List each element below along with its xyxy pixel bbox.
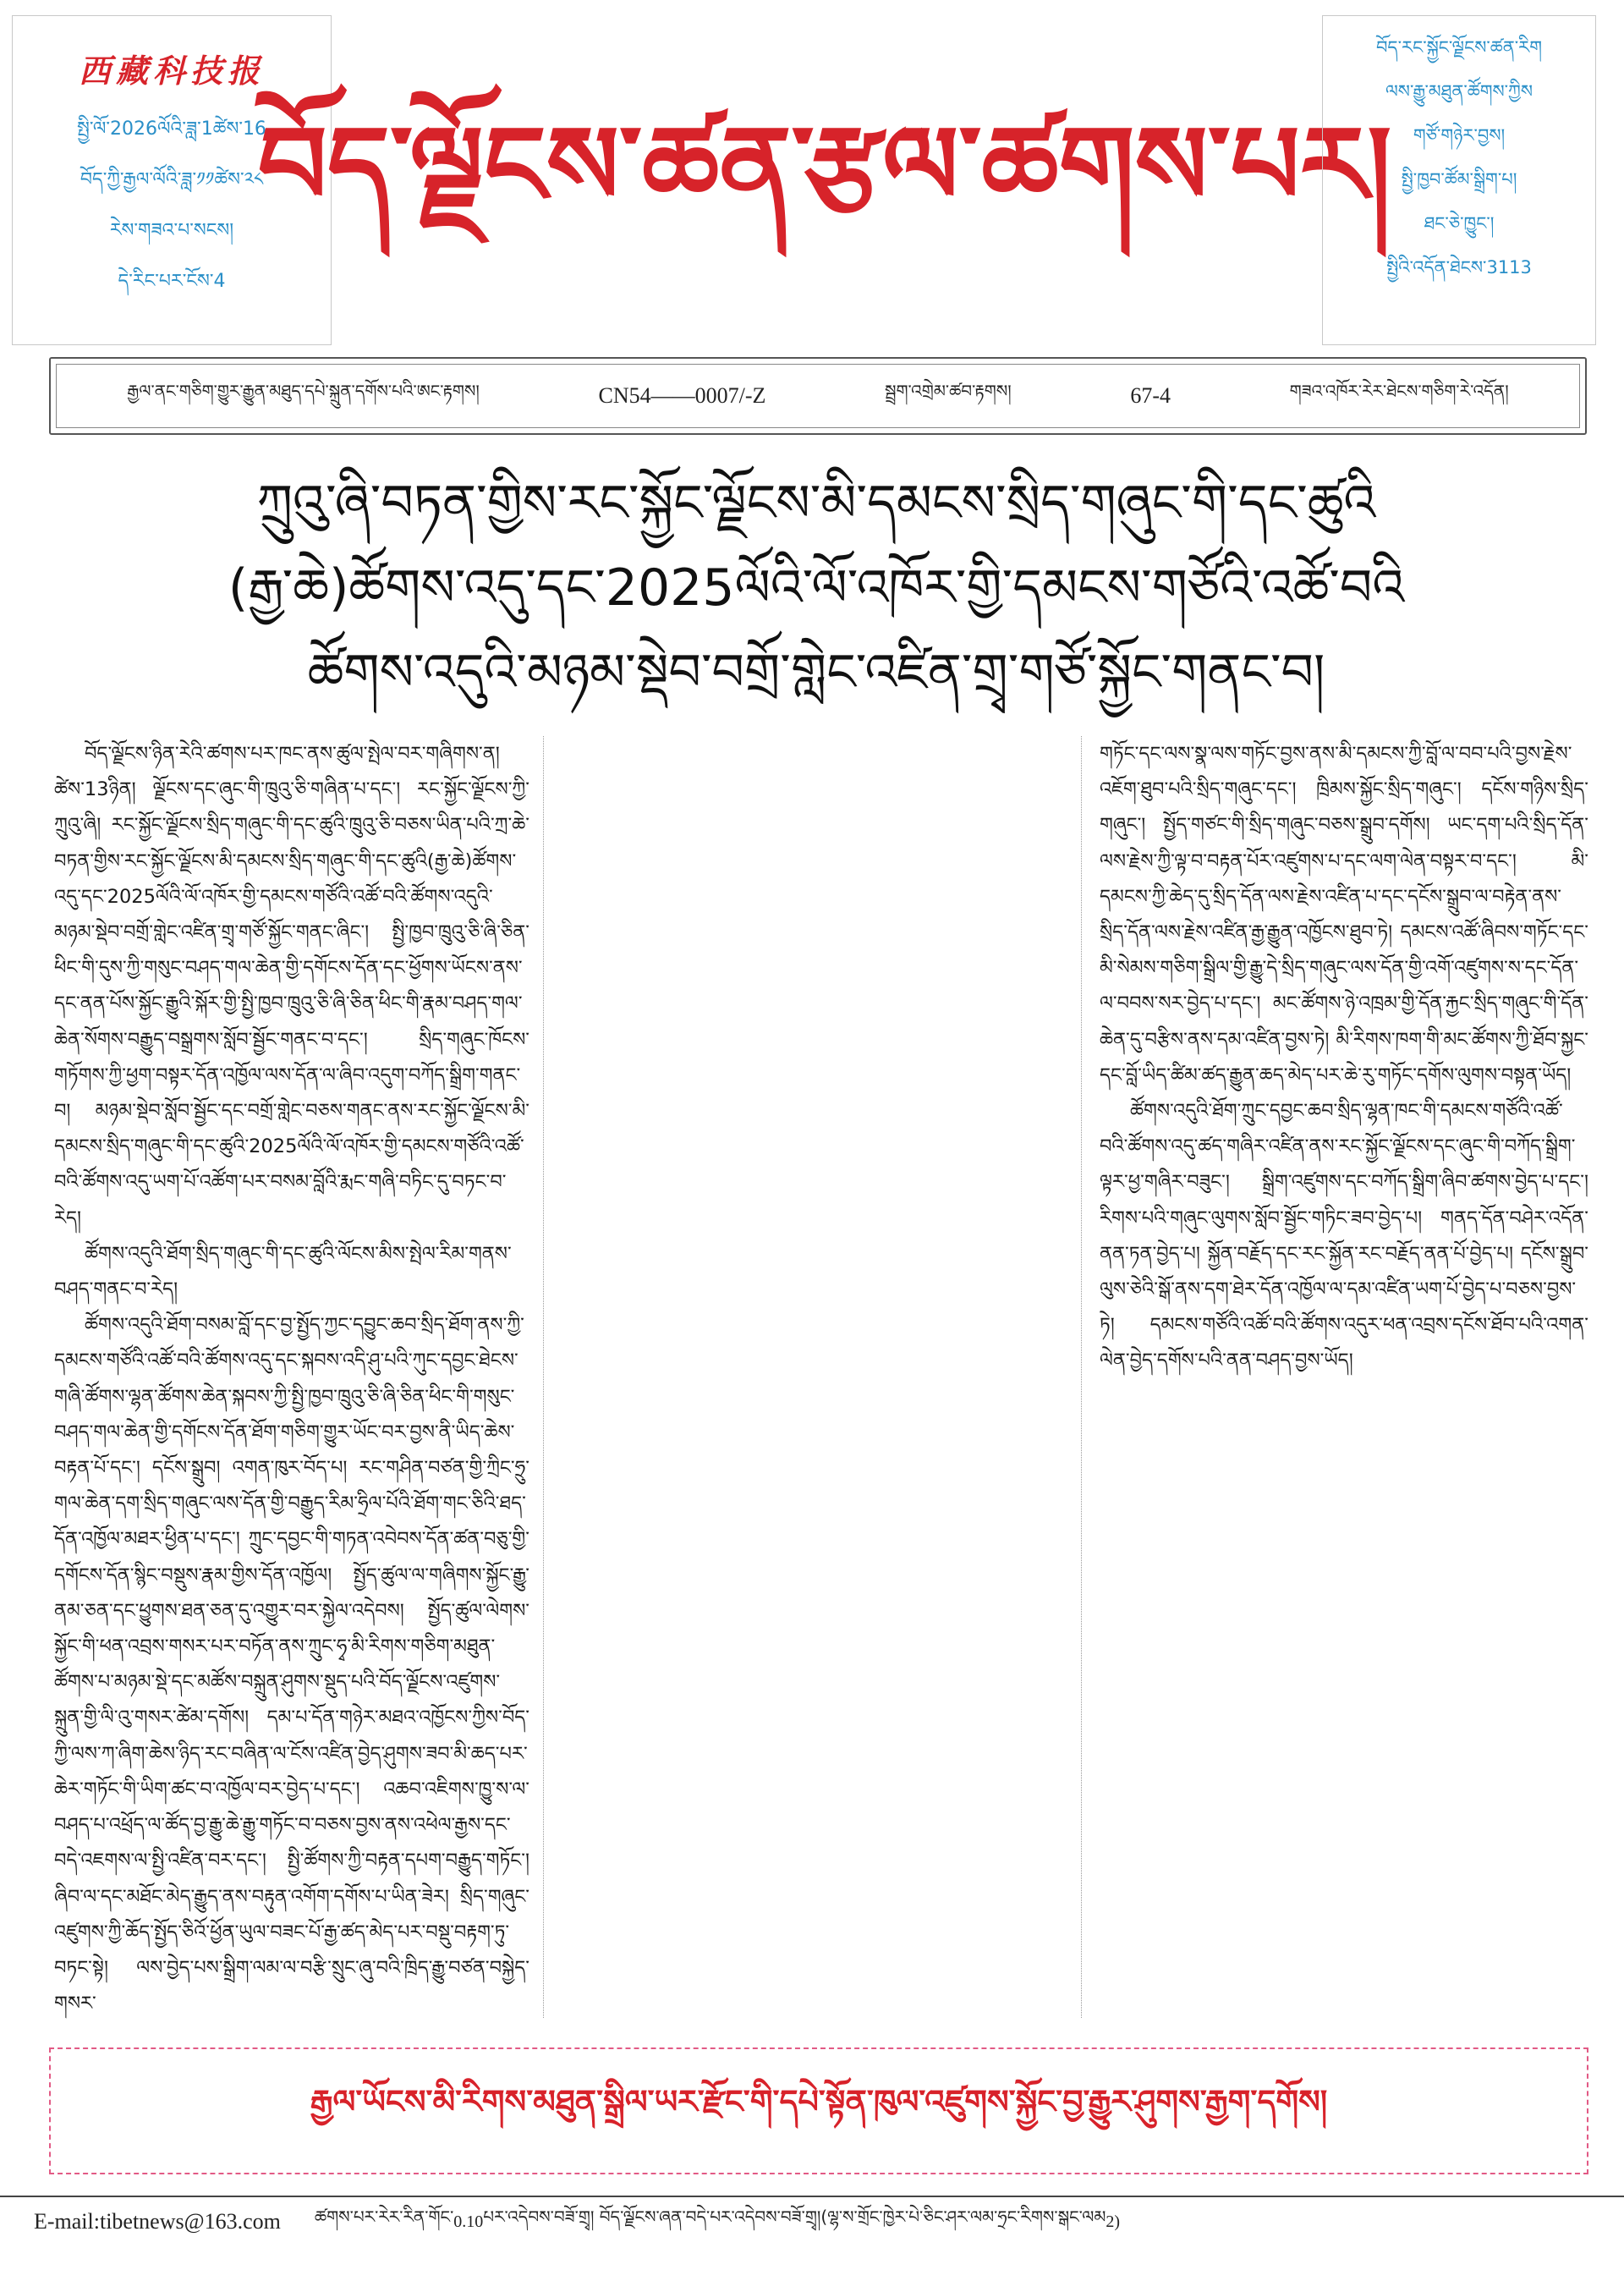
masthead-title: བོད་ལྗོངས་ཚན་རྩལ་ཚགས་པར། xyxy=(257,103,1392,229)
article-paragraph: གཏོང་དང་ལས་སྣ་ལས་གཏོང་བྱས་ནས་མི་དམངས་ཀྱི་བློ་ལ་བབ་པའི་བྱས་རྗེས་འཇོག་ཐུབ་པའི་སྲིད་གཞུང་དང་། ཁྲིམས་སྐྱོང་སྲིད་གཞུང་། དངོས་གཉིས་སྲིད་གཞུང་། སྤྱོད་གཙང་གི་སྲིད་གཞུང་བཅས་སྒྲུབ་དགོས། ཡང་དག་པའི་སྲིད་དོན་ལས་རྗེས་ཀྱི་ལྟ་བ་བརྟན་པོར་འཛུགས་པ་དང་ལག་ལེན་བསྟར་བ་དང་། མི་དམངས་ཀྱི་ཆེད་དུ་སྲིད་དོན་ལས་རྗེས་འཛིན་པ་དང་དངོས་སྒྲུབ་ལ་བརྟེན་ནས་སྲིད་དོན་ལས་རྗེས་འཛིན་རྒྱ་རྒྱུན་འཁྱོངས་ཐུབ་ཏེ། དམངས་འཚོ་ཞིབས་གཏོང་དང་མི་སེམས་གཅིག་སྒྲིལ་གྱི་རྒྱུ་དེ་སྲིད་གཞུང་ལས་དོན་གྱི་འགོ་འཛུགས་ས་དང་དོན་ལ་བབས་སར་བྱེད་པ་དང་། མང་ཚོགས་ཉེ་འཁྲམ་གྱི་དོན་རྐྱང་སྲིད་གཞུང་གི་དོན་ཆེན་དུ་བརྩིས་ནས་དམ་འཛིན་བྱས་ཏེ། མི་རིགས་ཁག་གི་མང་ཚོགས་ཀྱི་ཐོབ་སྐྱང་དང་བློ་ཡིད་ཚིམ་ཚད་རྒྱུན་ཆད་མེད་པར་ཆེ་རུ་གཏོང་དགོས་ལུགས་བསྟན་ཡོད། xyxy=(1100,743,1588,1086)
article-column-3 xyxy=(1100,736,1588,2018)
editor-label: སྤྱི་ཁྱབ་ཚོམ་སྒྲིག་པ། xyxy=(1401,169,1517,190)
slogan-banner xyxy=(49,2047,1588,2174)
issue-number: སྤྱིའི་འདོན་ཐེངས་3113 xyxy=(1386,257,1532,278)
headline-line-3: ཚོགས་འདུའི་མཉམ་སྡེབ་བགྲོ་གླེང་འཛིན་གྲྭ་གཙོ་སྐྱོང་གནང་བ། xyxy=(307,643,1325,702)
article-paragraph: ཚོགས་འདུའི་ཐོག་བསམ་བློ་དང་བྱ་སྤྱོད་ཀྱང་དབྱུང་ཆབ་སྲིད་ཐོག་ནས་ཀྱི་དམངས་གཙོའི་འཚོ་བའི་ཚོགས་འདུ་དང་སྐབས་འདི་ཤུ་པའི་ཀུང་དབྱང་ཐེངས་གཞི་ཚོགས་ལྷན་ཚོགས་ཆེན་སྐབས་ཀྱི་སྤྱི་ཁྱབ་ཁྲུའུ་ཅི་ཞི་ཅིན་ཕིང་གི་གསུང་བཤད་གལ་ཆེན་གྱི་དགོངས་དོན་ཐོག་གཅིག་གྱུར་ཡོང་བར་བྱས་ནི་ཡིད་ཆེས་བརྟན་པོ་དང་། དངོས་སྒྲུབ། འགན་ཁུར་བོད་པ། རང་གཤིན་བཙན་གྱི་ཀྲིང་ཧྲུ་གལ་ཆེན་དག་སྲིད་གཞུང་ལས་དོན་གྱི་བརྒྱུད་རིམ་ཧྲིལ་པོའི་ཐོག་གང་ཅིའི་ཐད་དོན་འཁྱོལ་མཐར་ཕྱིན་པ་དང་། ཀྲུང་དབྱང་གི་གཏན་འབེབས་དོན་ཚན་བཅུ་གྱི་དགོངས་དོན་སྙིང་བསྡུས་རྣམ་གྱིས་དོན་འཁྱོལ། སྤྱོད་ཚུལ་ལ་གཞིགས་སྐྱོང་རྒྱུ་ནམ་ཅན་དང་ཕྱུགས་ཐན་ཅན་དུ་འགྱུར་བར་སྐྱེལ་འདེབས། སྤྱོད་ཚུལ་ལེགས་སྐྱོང་གི་ཕན་འབྲས་གསར་པར་བཏོན་ནས་ཀྲུང་ཧྭ་མི་རིགས་གཅིག་མཐུན་ཚོགས་པ་མཉམ་སྡེ་དང་མཚོས་བསྐྲུན་ཤུགས་སྡུད་པའི་བོད་ལྗོངས་འཛུགས་སྐྲུན་གྱི་ལི་འུ་གསར་ཚེམ་དགོས། དམ་པ་དོན་གཉེར་མཐའ་འཁྱོངས་ཀྱིས་བོད་ཀྱི་ལས་ཀ་ཞིག་ཆེས་ཉིད་རང་བཞིན་ལ་ངོས་འཛིན་བྱེད་ཤུགས་ཟབ་མི་ཆད་པར་ཆེར་གཏོང་གི་ཡིག་ཚང་བ་འཁྱོལ་བར་བྱེད་པ་དང་། འཆབ་འཇིགས་ཁྱུ་ས་ལ་བཤད་པ་འཕྲོད་ལ་ཚོད་བྱ་རྒྱུ་ཆེ་རྒྱུ་གཏོང་བ་བཅས་བྱས་ནས་འཕེལ་རྒྱས་དང་བདེ་འཇགས་ལ་སྤྱི་འཛིན་བར་དང་། སྤྱི་ཚོགས་ཀྱི་བརྟན་དཔག་བརྒྱུད་གཏོང་། ཞིབ་ལ་དང་མཐོང་མེད་རྒྱུད་ནས་བརྟུན་འགོག་དགོས་པ་ཡིན་ཟེར། སྲིད་གཞུང་འཛུགས་ཀྱི་ཆོད་སྤྱོད་ཅིའོ་ཕྱོན་ཡུལ་བཟང་པོ་རྒྱ་ཚད་མེད་པར་བསྡུ་བརྟག་ཏུ་བཏང་སྟེ། ལས་བྱེད་པས་སྒྲིག་ལམ་ལ་བརྩི་སྲུང་ཞུ་བའི་ཁྲིད་རྒྱུ་བཙན་བསྐྱེད་གསར་ xyxy=(54,1314,529,2015)
tibetan-date: བོད་ཀྱི་རྒྱལ་ལོའི་ཟླ་༡༡ཚེས་༢༨ xyxy=(80,169,264,190)
headline-line-2: (རྒྱ་ཆེ)ཚོགས་འདུ་དང་2025ལོའི་ལོ་འཁོར་གྱི་དམངས་གཙོའི་འཚོ་བའི xyxy=(228,558,1405,618)
sponsor-line-3: གཙོ་གཉེར་བྱས། xyxy=(1413,125,1506,146)
article-column-2 xyxy=(558,736,1062,2018)
page-count: དེ་རིང་པར་ངོས་4 xyxy=(118,271,226,292)
main-headline xyxy=(59,461,1573,715)
article-column-1 xyxy=(54,736,529,2018)
weekday: རེས་གཟའ་པ་སངས། xyxy=(109,220,234,241)
article-paragraph: ཚོགས་འདུའི་ཐོག་སྲིད་གཞུང་གི་དང་ཚུའི་ལོངས་མིས་སྤེལ་རིམ་གནས་བཤད་གནང་བ་རེད། xyxy=(54,1242,512,1301)
editor-name: ཐང་ཅེ་ཁྱུང་། xyxy=(1424,213,1495,234)
price-prefix: ཚགས་པར་རེར་རིན་གོང་ xyxy=(314,2207,454,2227)
sponsor-line-1: བོད་རང་སྐྱོང་ལྗོངས་ཚན་རིག xyxy=(1375,37,1543,58)
printer-info-end: 2) xyxy=(1106,2212,1121,2231)
cn-label: རྒྱལ་ནང་གཅིག་གྱུར་རྒྱུན་མཐུད་དཔེ་སྐྲུན་དགོས་པའི་ཨང་རྟགས། xyxy=(127,381,480,401)
masthead-calligraphy xyxy=(257,25,1392,288)
masthead xyxy=(257,25,1392,288)
article-paragraph: བོད་ལྗོངས་ཉིན་རེའི་ཚགས་པར་ཁང་ནས་ཚུལ་སྤེལ་བར་གཞིགས་ན། ཚེས་13ཉིན། ལྗོངས་དང་ཞུང་གི་ཁྲུའུ་ཅི་གཞིན་པ་དང་། རང་སྐྱོང་ལྗོངས་ཀྱི་ཀྲུའུ་ཞི། རང་སྐྱོང་ལྗོངས་སྲིད་གཞུང་གི་དང་ཚུའི་ཁྲུའུ་ཅི་བཅས་ཡིན་པའི་ཀྲ་ཆེ་བཏན་གྱིས་རང་སྐྱོང་ལྗོངས་མི་དམངས་སྲིད་གཞུང་གི་དང་ཚུའི(རྒྱ་ཆེ)ཚོགས་འདུ་དང་2025ལོའི་ལོ་འཁོར་གྱི་དམངས་གཙོའི་འཚོ་བའི་ཚོགས་འདུའི་མཉམ་སྡེབ་བགྲོ་གླེང་འཛིན་གྲྭ་གཙོ་སྐྱོང་གནང་ཞིང་། སྤྱི་ཁྱབ་ཁྲུའུ་ཅི་ཞི་ཅིན་ཕིང་གི་དུས་ཀྱི་གསུང་བཤད་གལ་ཆེན་གྱི་དགོངས་དོན་དང་ཕྱོགས་ཡོངས་ནས་དང་ནན་པོས་སྐྱོང་རྒྱུའི་སྐོར་གྱི་སྤྱི་ཁྱབ་ཁྲུའུ་ཅི་ཞི་ཅིན་ཕིང་གི་རྣམ་བཤད་གལ་ཆེན་སོགས་བརྒྱུད་བསྒྲགས་སློབ་སྦྱོང་གནང་བ་དང་། སྲིད་གཞུང་ཁོངས་གཏོགས་ཀྱི་ཕྱག་བསྟར་དོན་འཁྱོལ་ལས་དོན་ལ་ཞིབ་འདུག་བཀོད་སྒྲིག་གནང་བ། མཉམ་སྡེབ་སློབ་སྦྱོང་དང་བགྲོ་གླེང་བཅས་གནང་ནས་རང་སྐྱོང་ལྗོངས་མི་དམངས་སྲིད་གཞུང་གི་དང་ཚུའི་2025ལོའི་ལོ་འཁོར་གྱི་དམངས་གཙོའི་འཚོ་བའི་ཚོགས་འདུ་ཡག་པོ་འཚོག་པར་བསམ་བློའི་རྨང་གཞི་བཏིང་དུ་བཏང་བ་རེད། xyxy=(54,743,529,1229)
gregorian-date: སྤྱི་ལོ་2026ལོའི་ཟླ་1ཚེས་16 xyxy=(77,118,266,140)
column-divider xyxy=(1081,736,1082,2018)
paper-chinese-name: 西藏科技报 xyxy=(78,52,265,90)
slogan-text: རྒྱལ་ཡོངས་མི་རིགས་མཐུན་སྒྲིལ་ཡར་རྫོང་གི་དཔེ་སྟོན་ཁུལ་འཛུགས་སྐྱོང་བྱ་རྒྱུར་ཤུགས་རྒྱག་དགོས། xyxy=(310,2082,1328,2120)
post-label: སྦྲག་འགྲེམ་ཚབ་རྟགས། xyxy=(884,381,1012,401)
header-right-box xyxy=(1322,15,1596,345)
email-address[interactable]: E-mail:tibetnews@163.com xyxy=(34,2209,281,2234)
column-divider xyxy=(543,736,544,2018)
cn-code: CN54——0007/-Z xyxy=(598,383,766,408)
printer-info: པར་འདེབས་བཟོ་གྲྭ། བོད་ལྗོངས་ཞན་བདེ་པར་འདེབས་བཟོ་གྲྭ།(ལྷ་ས་གྲོང་ཁྱེར་པེ་ཅིང་ཤར་ལམ་ཧྲང་རིགས་སྒང་ལམ xyxy=(483,2207,1106,2227)
registration-strip xyxy=(49,357,1587,435)
headline-line-1: ཀྲུའུ་ཞི་བཏན་གྱིས་རང་སྐྱོང་ལྗོངས་མི་དམངས་སྲིད་གཞུང་གི་དང་ཚུའི xyxy=(256,474,1376,533)
footer xyxy=(0,2196,1624,2246)
post-code: 67-4 xyxy=(1130,383,1171,408)
article-paragraph: ཚོགས་འདུའི་ཐོག་ཀྲུང་དབྱང་ཆབ་སྲིད་ལྷན་ཁང་གི་དམངས་གཙོའི་འཚོ་བའི་ཚོགས་འདུ་ཚད་གཞིར་འཛིན་ནས་རང་སྐྱོང་ལྗོངས་དང་ཞུང་གི་བཀོད་སྒྲིག་ལྟར་ཕྱ་གཞིར་བཟུང་། སྒྲིག་འཛུགས་དང་བཀོད་སྒྲིག་ཞིབ་ཚགས་བྱེད་པ་དང་། རིགས་པའི་གཞུང་ལུགས་སློབ་སྦྱོང་གཏིང་ཟབ་བྱེད་པ། གནད་དོན་བཤེར་འདོན་ནན་ཏན་བྱེད་པ། སྐྱོན་བརྗོད་དང་རང་སྐྱོན་རང་བརྗོད་ནན་པོ་བྱེད་པ། དངོས་སྒྲུབ་ལུས་ཅེའི་སྒོ་ནས་དག་ཐེར་དོན་འཁྱོལ་ལ་དམ་འཛིན་ཡག་པོ་བྱེད་པ་བཅས་བྱས་ཏེ། དམངས་གཙོའི་འཚོ་བའི་ཚོགས་འདུར་ཕན་འབྲས་དངོས་ཐོབ་པའི་འགན་ལེན་བྱེད་དགོས་པའི་ནན་བཤད་བྱས་ཡོད། xyxy=(1100,1100,1588,1372)
price-value: 0.10 xyxy=(453,2212,484,2231)
sponsor-line-2: ལས་རྒྱུ་མཐུན་ཚོགས་ཀྱིས xyxy=(1385,81,1533,102)
weekly-note: གཟའ་འཁོར་རེར་ཐེངས་གཅིག་རེ་འདོན། xyxy=(1289,381,1509,401)
